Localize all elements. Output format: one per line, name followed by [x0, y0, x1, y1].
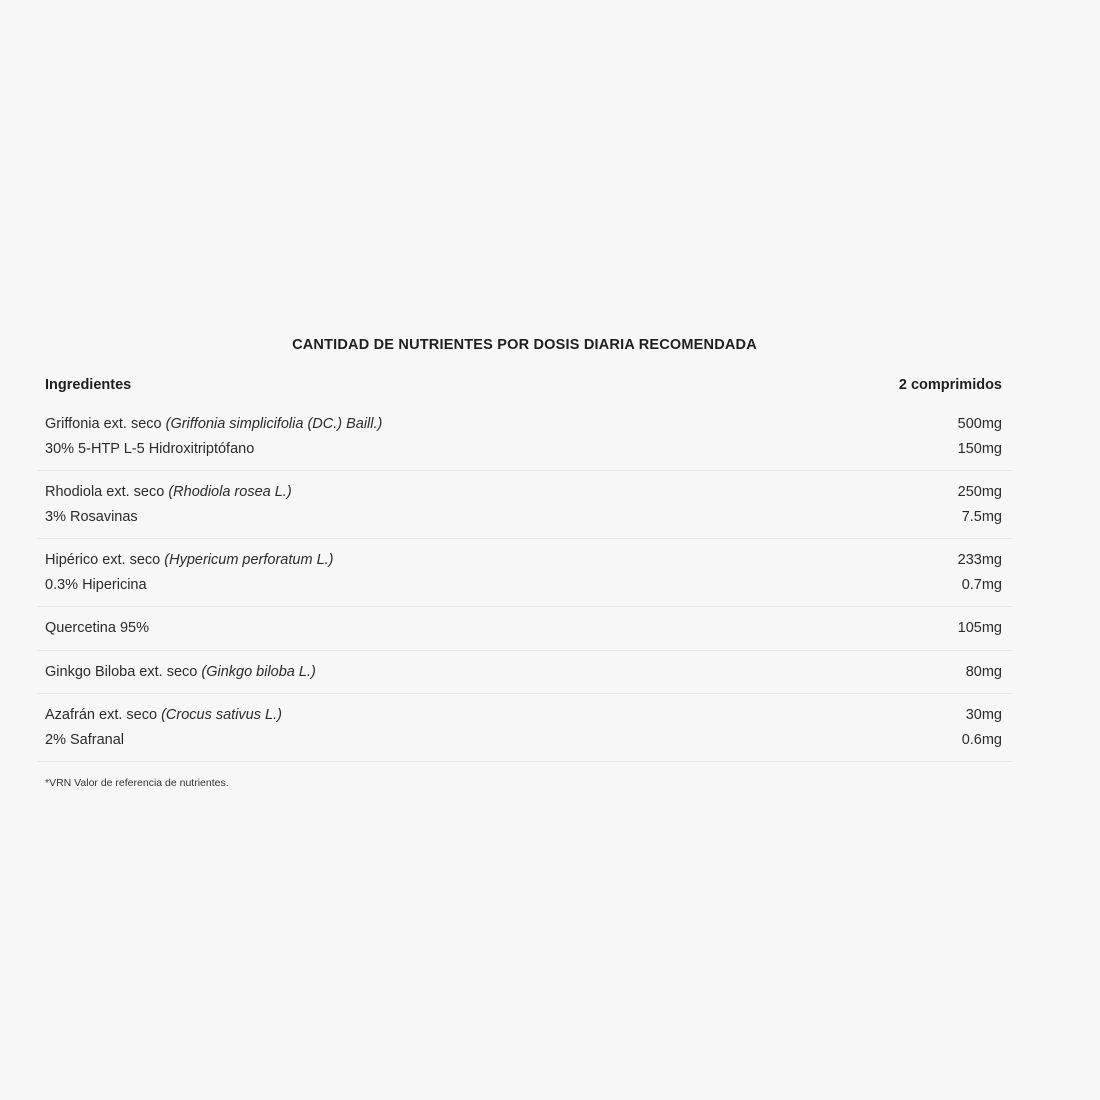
ingredient-groups [37, 403, 1012, 762]
table-row [45, 616, 1002, 641]
ingredient-amount: 105mg [957, 620, 1002, 636]
ingredient-name-cell [45, 480, 292, 505]
table-title: CANTIDAD DE NUTRIENTES POR DOSIS DIARIA RECOMENDADA [292, 337, 757, 353]
ingredient-latin-name: (Hypericum perforatum L.) [164, 552, 334, 568]
ingredient-name: 2% Safranal [45, 731, 124, 748]
ingredient-name: Griffonia ext. seco [45, 416, 166, 432]
footnote: *VRN Valor de referencia de nutrientes. [45, 777, 229, 789]
ingredient-name-cell [45, 616, 149, 641]
ingredient-latin-name: (Griffonia simplicifolia (DC.) Baill.) [165, 416, 383, 432]
ingredient-group [37, 607, 1012, 651]
ingredient-name: Quercetina 95% [45, 620, 149, 636]
ingredient-name-cell [45, 728, 124, 753]
ingredient-name: Azafrán ext. seco [45, 707, 162, 723]
ingredient-name-cell [45, 660, 316, 685]
ingredient-name: 3% Rosavinas [45, 508, 138, 525]
nutrition-table-panel [37, 334, 1012, 791]
ingredient-group [37, 403, 1012, 471]
ingredient-name: Rhodiola ext. seco [45, 484, 169, 500]
ingredient-group [37, 471, 1012, 539]
ingredient-amount: 500mg [957, 416, 1002, 432]
ingredient-name: Hipérico ext. seco [45, 552, 165, 568]
ingredient-amount: 7.5mg [961, 508, 1002, 525]
ingredient-amount: 150mg [957, 440, 1002, 457]
ingredient-amount: 0.6mg [961, 731, 1002, 748]
ingredient-name-cell [45, 548, 334, 573]
ingredient-name: 30% 5-HTP L-5 Hidroxitriptófano [45, 440, 255, 457]
ingredient-name-cell [45, 573, 147, 598]
ingredient-amount: 30mg [965, 707, 1002, 723]
ingredients-column-header: Ingredientes [45, 377, 132, 393]
ingredient-amount: 250mg [957, 484, 1002, 500]
table-row [45, 660, 1002, 685]
table-row [45, 548, 1002, 573]
ingredient-amount: 233mg [957, 552, 1002, 568]
ingredient-group [37, 651, 1012, 695]
ingredient-amount: 80mg [965, 663, 1002, 680]
ingredient-group [37, 694, 1012, 762]
table-row [45, 437, 1002, 462]
ingredient-name: 0.3% Hipericina [45, 576, 147, 593]
ingredient-latin-name: (Ginkgo biloba L.) [201, 663, 316, 680]
ingredient-group [37, 539, 1012, 607]
ingredient-name: Ginkgo Biloba ext. seco [45, 663, 202, 680]
ingredient-name-cell [45, 703, 282, 728]
ingredient-name-cell [45, 412, 382, 437]
ingredient-latin-name: (Crocus sativus L.) [161, 707, 282, 723]
dose-column-header: 2 comprimidos [898, 377, 1002, 393]
table-row [45, 728, 1002, 753]
table-header-row [37, 374, 1012, 396]
table-row [45, 505, 1002, 530]
table-row [45, 412, 1002, 437]
ingredient-latin-name: (Rhodiola rosea L.) [168, 484, 292, 500]
table-row [45, 703, 1002, 728]
table-row [45, 573, 1002, 598]
ingredient-amount: 0.7mg [961, 576, 1002, 593]
ingredient-name-cell [45, 505, 138, 530]
ingredient-name-cell [45, 437, 254, 462]
table-row [45, 480, 1002, 505]
